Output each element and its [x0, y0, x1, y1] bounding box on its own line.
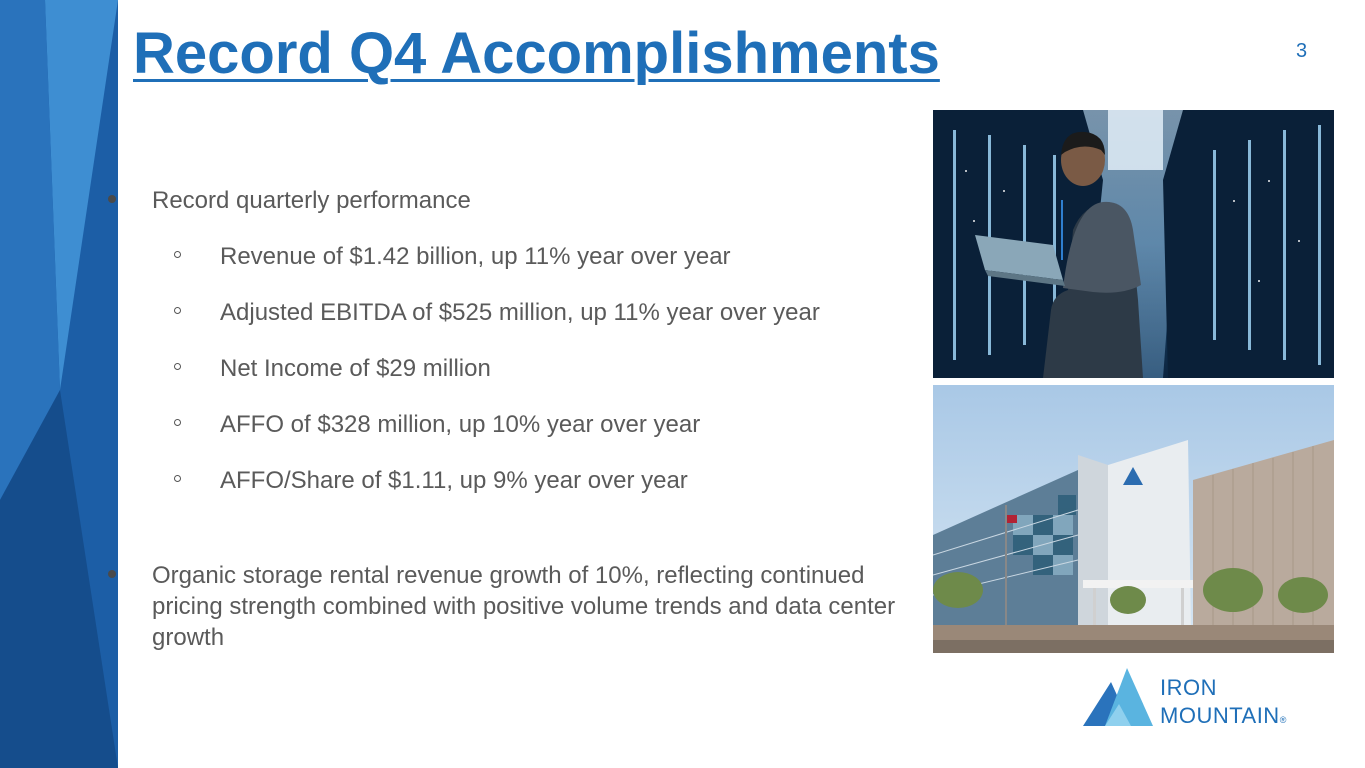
sub-bullet-text: AFFO/Share of $1.11, up 9% year over year [220, 467, 688, 494]
logo-text-iron: IRON [1160, 675, 1217, 700]
hollow-circle-bullet-icon [174, 419, 181, 426]
sub-bullet-text: Adjusted EBITDA of $525 million, up 11% year over year [220, 299, 820, 326]
iron-mountain-logo [1083, 668, 1323, 730]
bullet-dot-icon [108, 570, 116, 578]
hollow-circle-bullet-icon [174, 307, 181, 314]
slide-title: Record Q4 Accomplishments [133, 21, 940, 86]
sub-bullet-affo [100, 409, 900, 440]
photo-datacenter-technician-icon [933, 110, 1334, 378]
hollow-circle-bullet-icon [174, 363, 181, 370]
sub-bullet-ebitda [100, 297, 900, 328]
bullet-record-performance [100, 185, 900, 216]
photo-iron-mountain-building-icon [933, 385, 1334, 653]
bullet-text: Record quarterly performance [152, 187, 471, 214]
registered-mark: ® [1279, 715, 1287, 725]
sub-bullet-revenue [100, 241, 900, 272]
sub-bullet-text: AFFO of $328 million, up 10% year over year [220, 411, 701, 438]
hollow-circle-bullet-icon [174, 251, 181, 258]
mountain-logo-icon [1083, 668, 1155, 728]
sub-bullet-net-income [100, 353, 900, 384]
sub-bullet-text: Net Income of $29 million [220, 355, 491, 382]
bullet-list [100, 185, 900, 653]
slide-number: 3 [1296, 40, 1308, 62]
bullet-organic-growth [100, 560, 900, 653]
bullet-dot-icon [108, 195, 116, 203]
bullet-text: Organic storage rental revenue growth of 10%, reflecting continued pricing strength combined with positive volume trends and data center growth [152, 562, 896, 651]
hollow-circle-bullet-icon [174, 475, 181, 482]
sub-bullet-affo-share [100, 465, 900, 496]
sub-bullet-text: Revenue of $1.42 billion, up 11% year over year [220, 243, 731, 270]
logo-text-mountain: MOUNTAIN® [1160, 703, 1287, 728]
